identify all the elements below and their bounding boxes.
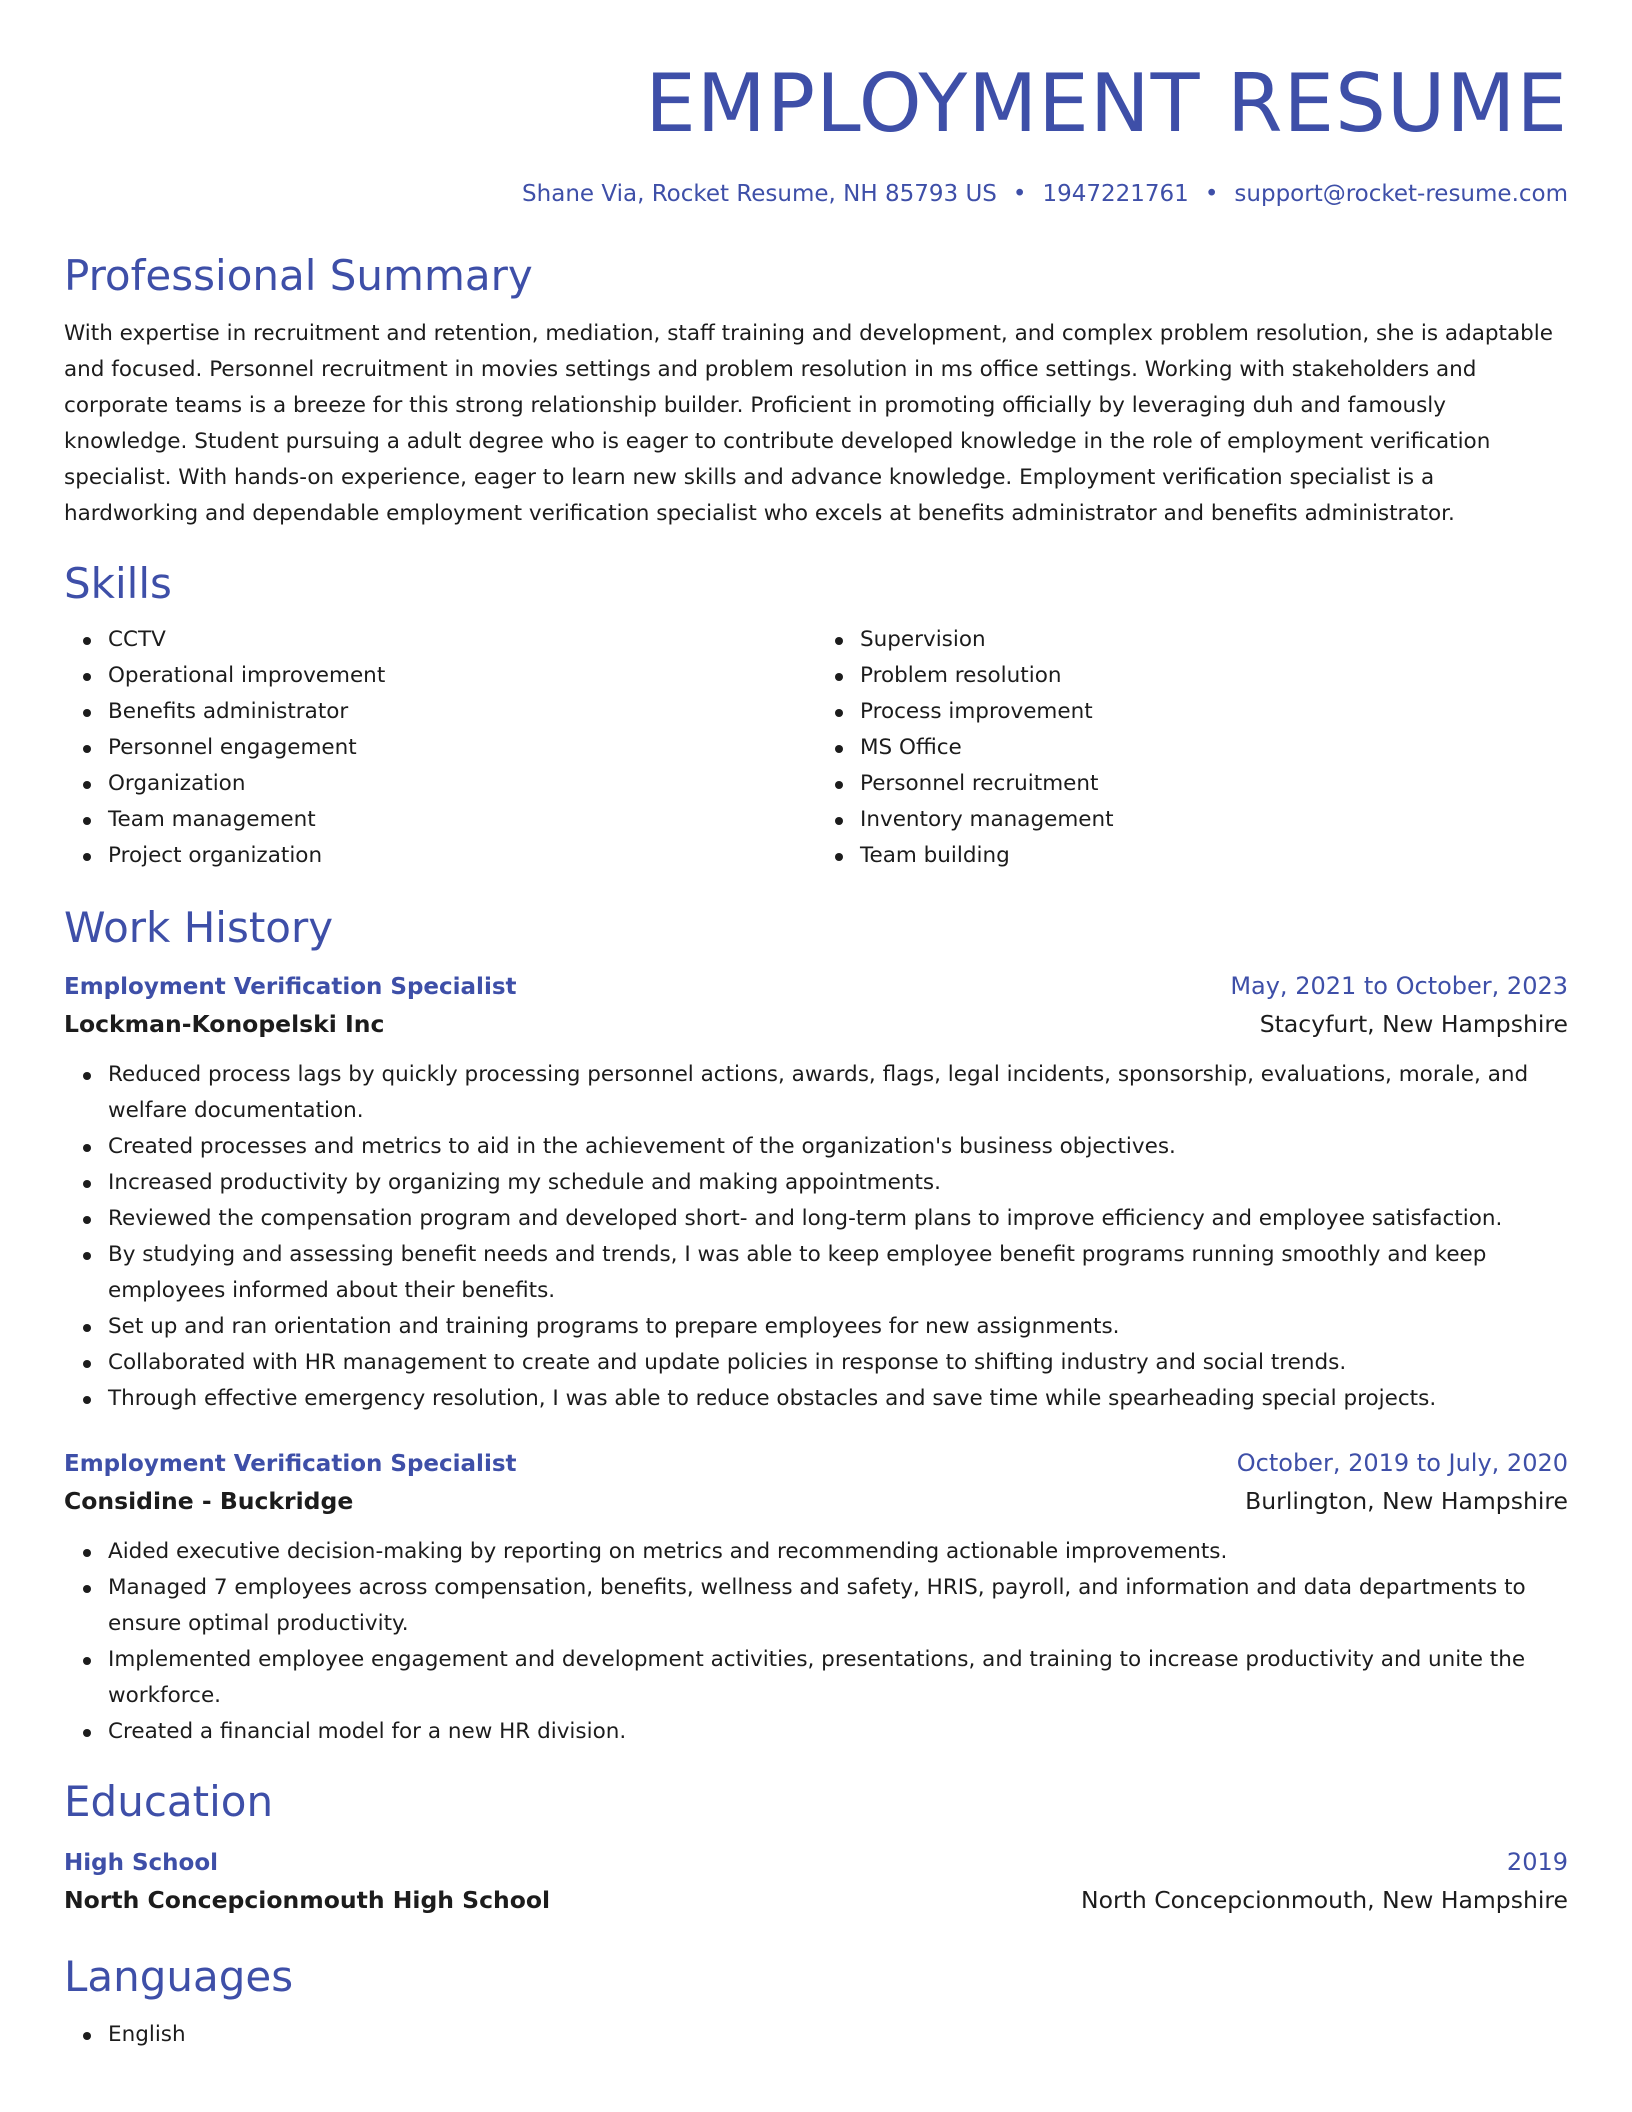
job-entry xyxy=(64,968,1568,1417)
job-location: Burlington, New Hampshire xyxy=(1245,1487,1568,1515)
job-location: Stacyfurt, New Hampshire xyxy=(1259,1010,1568,1038)
contact-phone[interactable]: 1947221761 xyxy=(1042,181,1189,207)
job-subheader xyxy=(64,1005,1568,1043)
job-bullet: Aided executive decision-making by reporting on metrics and recommending actionable improvements. xyxy=(108,1534,1568,1570)
skill-item: Operational improvement xyxy=(108,658,816,694)
skills-list xyxy=(64,622,1568,874)
job-header xyxy=(64,1445,1568,1482)
job-entry xyxy=(64,1445,1568,1750)
contact-separator: • xyxy=(1204,181,1219,207)
skill-item: Process improvement xyxy=(860,694,1568,730)
job-dates: October, 2019 to July, 2020 xyxy=(1236,1449,1568,1477)
language-item: English xyxy=(108,2017,1568,2053)
contact-address: Shane Via, Rocket Resume, NH 85793 US xyxy=(522,181,997,207)
summary-text: With expertise in recruitment and retention, mediation, staff training and development, and complex problem resolution, she is adaptable and focused. Personnel recruitment in movies settings and problem resolution in ms office settings. Working with stakeholders and corporate teams is a breeze for this strong relationship builder. Proficient in promoting officially by leveraging duh and famously knowledge. Student pursuing a adult degree who is eager to contribute developed knowledge in the role of employment verification specialist. With hands-on experience, eager to learn new skills and advance knowledge. Employment verification specialist is a hardworking and dependable employment verification specialist who excels at benefits administrator and benefits administrator. xyxy=(64,321,1554,526)
education-entry xyxy=(64,1844,1568,1919)
job-bullets xyxy=(64,1057,1568,1417)
skills-heading: Skills xyxy=(64,559,172,608)
summary-heading: Professional Summary xyxy=(64,251,533,300)
skill-item: Problem resolution xyxy=(860,658,1568,694)
job-bullet: Created processes and metrics to aid in the achievement of the organization's business objectives. xyxy=(108,1129,1568,1165)
skill-item: MS Office xyxy=(860,730,1568,766)
job-bullet: Collaborated with HR management to create and update policies in response to shifting industry and social trends. xyxy=(108,1345,1568,1381)
job-dates: May, 2021 to October, 2023 xyxy=(1230,972,1568,1000)
education-header xyxy=(64,1844,1568,1881)
skill-item: Personnel engagement xyxy=(108,730,816,766)
job-subheader xyxy=(64,1482,1568,1520)
job-bullet: Reviewed the compensation program and developed short- and long-term plans to improve efficiency and employee satisfaction. xyxy=(108,1201,1568,1237)
job-bullet: Implemented employee engagement and development activities, presentations, and training to increase productivity and unite the workforce. xyxy=(108,1642,1568,1714)
job-bullet: Created a financial model for a new HR division. xyxy=(108,1714,1568,1750)
skill-item: Organization xyxy=(108,766,816,802)
skill-item: Personnel recruitment xyxy=(860,766,1568,802)
skills-column-left xyxy=(64,622,816,874)
resume-page xyxy=(64,0,1568,2053)
resume-title: EMPLOYMENT RESUME xyxy=(645,57,1568,150)
skill-item: Project organization xyxy=(108,838,816,874)
skills-column-right xyxy=(816,622,1568,874)
education-heading: Education xyxy=(64,1777,274,1826)
job-company: Considine - Buckridge xyxy=(64,1487,354,1515)
contact-separator: • xyxy=(1012,181,1027,207)
skill-item: CCTV xyxy=(108,622,816,658)
job-title: Employment Verification Specialist xyxy=(64,1451,517,1477)
contact-email[interactable]: support@rocket-resume.com xyxy=(1234,181,1568,207)
job-bullet: Through effective emergency resolution, I was able to reduce obstacles and save time while spearheading special projects. xyxy=(108,1381,1568,1417)
job-header xyxy=(64,968,1568,1005)
education-subheader xyxy=(64,1881,1568,1919)
job-bullets xyxy=(64,1534,1568,1750)
job-bullet: Set up and ran orientation and training programs to prepare employees for new assignments. xyxy=(108,1309,1568,1345)
education-school: North Concepcionmouth High School xyxy=(64,1886,551,1914)
languages-heading: Languages xyxy=(64,1952,294,2001)
work-history-heading: Work History xyxy=(64,903,334,952)
job-bullet: Managed 7 employees across compensation, benefits, wellness and safety, HRIS, payroll, and information and data departments to ensure optimal productivity. xyxy=(108,1570,1568,1642)
job-company: Lockman-Konopelski Inc xyxy=(64,1010,385,1038)
job-bullet: By studying and assessing benefit needs and trends, I was able to keep employee benefit programs running smoothly and keep employees informed about their benefits. xyxy=(108,1237,1568,1309)
skill-item: Team building xyxy=(860,838,1568,874)
skill-item: Benefits administrator xyxy=(108,694,816,730)
skill-item: Inventory management xyxy=(860,802,1568,838)
job-bullet: Increased productivity by organizing my schedule and making appointments. xyxy=(108,1165,1568,1201)
education-year: 2019 xyxy=(1506,1848,1568,1876)
languages-list xyxy=(64,2017,1568,2053)
education-degree: High School xyxy=(64,1850,219,1876)
skill-item: Supervision xyxy=(860,622,1568,658)
education-location: North Concepcionmouth, New Hampshire xyxy=(1081,1886,1568,1914)
job-title: Employment Verification Specialist xyxy=(64,974,517,1000)
skill-item: Team management xyxy=(108,802,816,838)
job-bullet: Reduced process lags by quickly processing personnel actions, awards, flags, legal incidents, sponsorship, evaluations, morale, and welfare documentation. xyxy=(108,1057,1568,1129)
contact-line xyxy=(64,178,1568,210)
